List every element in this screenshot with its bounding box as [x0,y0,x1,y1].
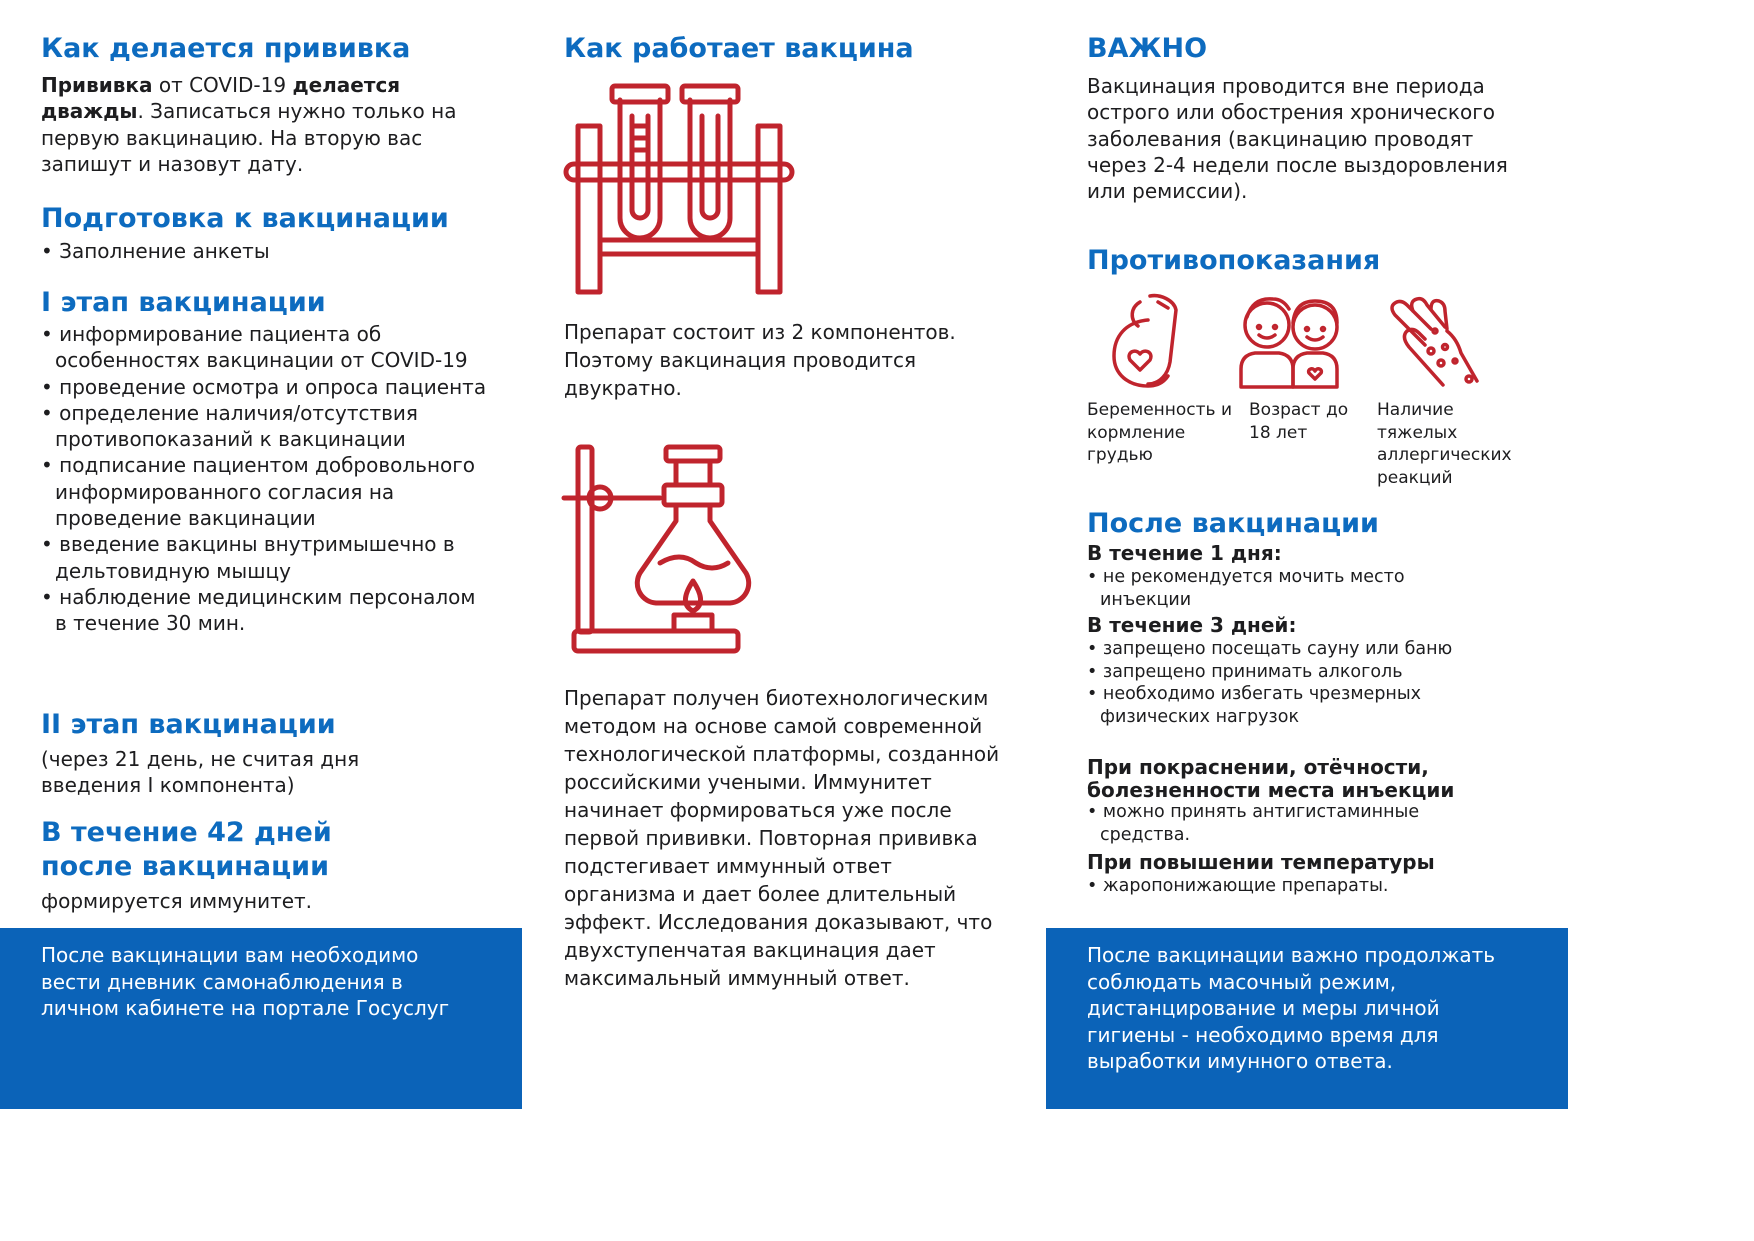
contra-caption-pregnancy: Беременность и кормление грудью [1087,400,1233,465]
components-text: Препарат состоит из 2 компонентов. Поэтому вакцинация проводится двукратно. [564,320,956,400]
temperature-list [1087,875,1487,898]
intro-paragraph [41,72,491,177]
intro-text-2: . Записаться нужно только на первую вакцинацию. На вторую вас запишут и назовут дату. [41,99,457,176]
list-item: • информирование пациента об особенностях вакцинации от COVID-19 [41,321,491,374]
list-item: • определение наличия/отсутствия противопоказаний к вакцинации [41,400,491,453]
test-tubes-icon [560,82,800,297]
temperature-title: При повышении температуры [1087,850,1435,874]
heading-42-days-line1: В течение 42 дней [41,817,332,848]
stage1-list [41,321,491,637]
list-item: • Заполнение анкеты [41,238,491,264]
list-item: • запрещено принимать алкоголь [1087,661,1467,684]
biotech-text: Препарат получен биотехнологическим методом на основе самой современной технологической платформы, созданной российскими учеными. Иммунитет начинает формироваться уже после первой прививки. Повторная прививка подстегивает иммунный ответ организма и дает более длительный эффект. Исследования доказывают, что двухступенчатая вакцинация дает максимальный иммунный ответ. [564,686,1000,990]
left-band-text: После вакцинации вам необходимо вести дневник самонаблюдения в личном кабинете на портале Госуслуг [41,943,450,1020]
right-band-text: После вакцинации важно продолжать соблюдать масочный режим, дистанцирование и меры личной гигиены - необходимо время для выработки имунного ответа. [1087,943,1496,1073]
contra-caption-allergy: Наличие тяжелых аллергических реакций [1377,400,1512,488]
list-item: • не рекомендуется мочить место инъекции [1087,566,1467,611]
day1-list [1087,566,1467,611]
intro-bold-2: делается дважды [41,73,401,124]
heading-contraindications: Противопоказания [1087,245,1381,276]
stage2-text: (через 21 день, не считая дня введения I компонента) [41,747,360,798]
list-item: • наблюдение медицинским персоналом в течение 30 мин. [41,584,491,637]
list-item: • можно принять антигистаминные средства. [1087,801,1487,846]
list-item: • проведение осмотра и опроса пациента [41,374,491,400]
day1-title: В течение 1 дня: [1087,541,1282,565]
contra-caption-age: Возраст до 18 лет [1249,400,1349,443]
intro-bold-1: Прививка [41,73,153,97]
intro-text-1: от COVID-19 [152,73,293,97]
important-text: Вакцинация проводится вне периода острого или обострения хронического заболевания (вакцинацию проводят через 2-4 недели после выздоровления или ремиссии). [1087,74,1508,204]
redness-list [1087,801,1487,846]
left-info-band [0,928,522,1109]
heading-stage-1: I этап вакцинации [41,287,326,318]
heading-how-done: Как делается прививка [41,33,411,64]
list-item: • необходимо избегать чрезмерных физических нагрузок [1087,683,1467,728]
day3-title: В течение 3 дней: [1087,613,1297,637]
pregnancy-icon [1110,292,1190,392]
heading-after-vaccination: После вакцинации [1087,508,1379,539]
right-info-band [1046,928,1568,1109]
immunity-text: формируется иммунитет. [41,889,313,913]
children-icon [1237,291,1347,391]
heading-how-vaccine-works: Как работает вакцина [564,33,914,64]
heading-important: ВАЖНО [1087,33,1208,64]
redness-title: При покраснении, отёчности, болезненности места инъекции [1087,755,1455,802]
list-item: • жаропонижающие препараты. [1087,875,1487,898]
heading-preparation: Подготовка к вакцинации [41,203,449,234]
flask-burner-icon [560,443,750,658]
heading-stage-2: II этап вакцинации [41,709,336,740]
heading-42-days-line2: после вакцинации [41,851,329,882]
day3-list [1087,638,1467,728]
allergy-hand-icon [1383,291,1483,391]
prep-list [41,238,491,264]
list-item: • введение вакцины внутримышечно в дельтовидную мышцу [41,531,491,584]
list-item: • подписание пациентом добровольного информированного согласия на проведение вакцинации [41,452,491,531]
list-item: • запрещено посещать сауну или баню [1087,638,1467,661]
